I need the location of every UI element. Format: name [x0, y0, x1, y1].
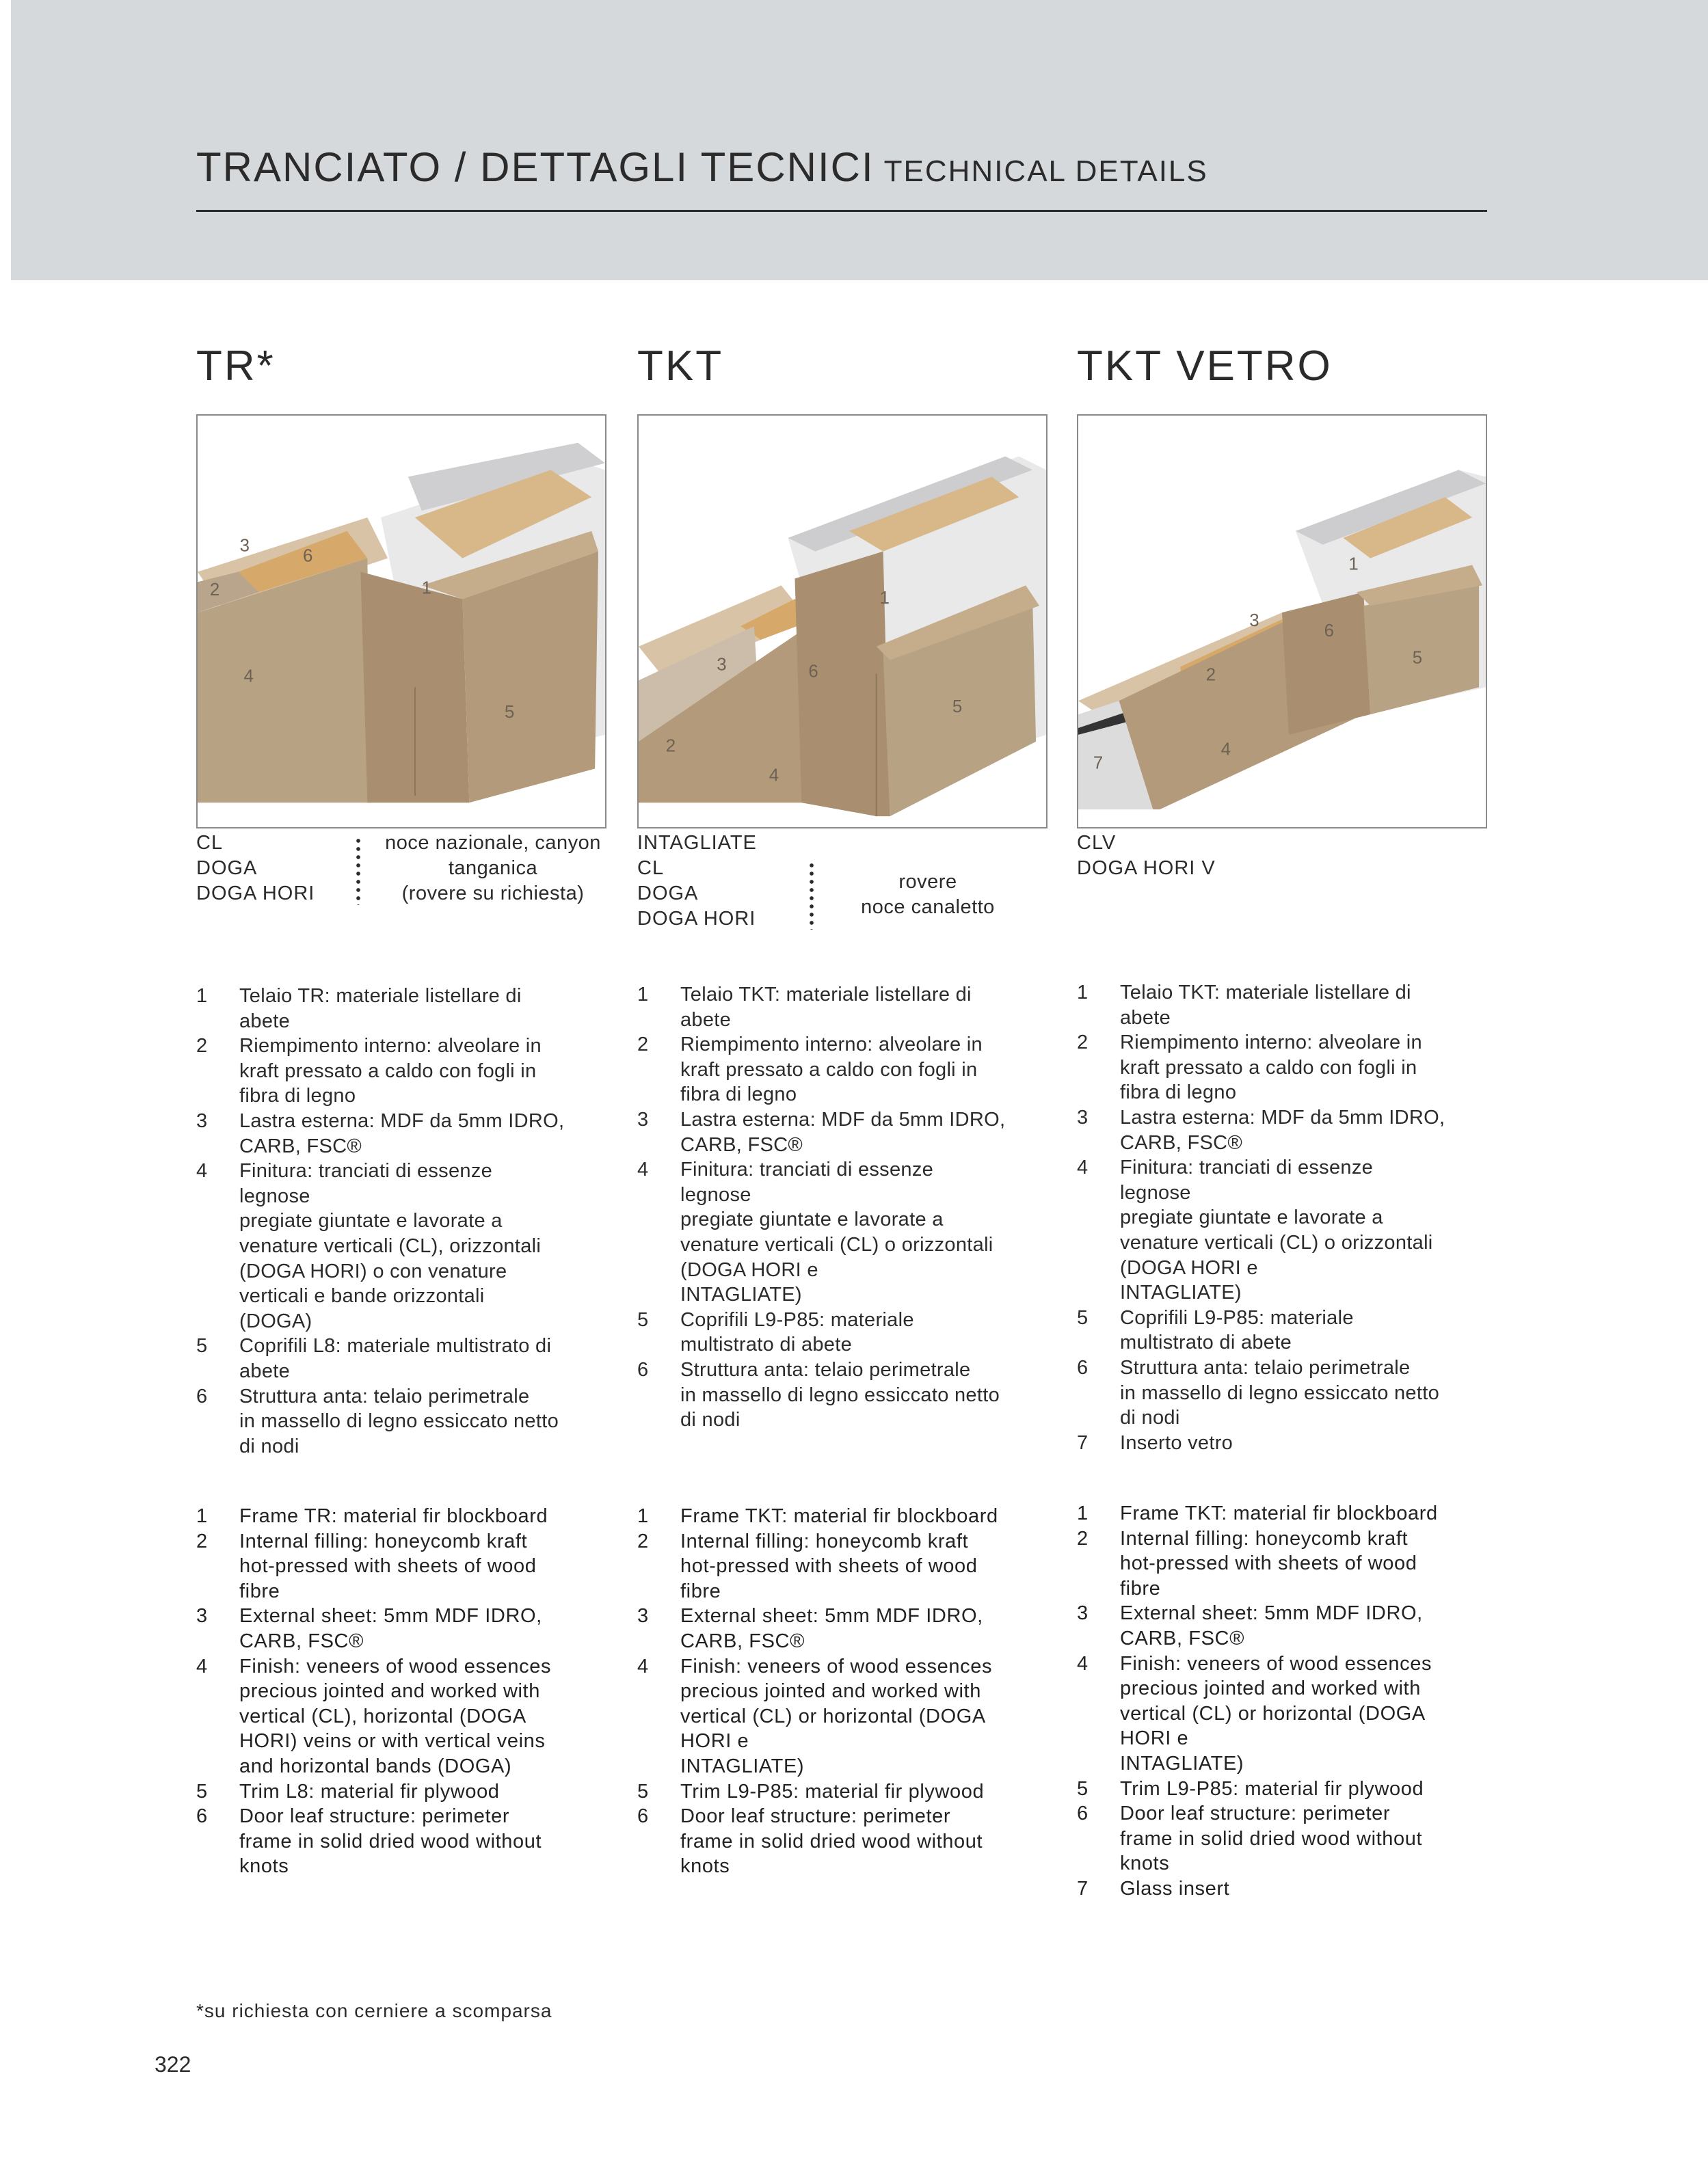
- spec-item: 6 Struttura anta: telaio perimetrale in massello di legno essiccato netto di nodi: [637, 1358, 1000, 1431]
- spec-item: 4 Finitura: tranciati di essenze legnose pregiate giuntate e lavorate a venature verticali (CL) o orizzontali (DOGA HORI e INTAGLIATE): [1077, 1157, 1433, 1304]
- variant-item: INTAGLIATE: [637, 832, 757, 854]
- footnote: *su richiesta con cerniere a scomparsa: [196, 2000, 552, 2021]
- wood-type-item: (rovere su richiesta): [401, 882, 585, 904]
- spec-item: 3 Lastra esterna: MDF da 5mm IDRO, CARB, FSC®: [637, 1108, 1006, 1156]
- wood-type-item: noce canaletto: [861, 896, 995, 918]
- dotted-separator: [356, 837, 360, 905]
- finish-variants: [1077, 831, 1216, 881]
- spec-item: 1 Telaio TKT: materiale listellare di abete: [637, 984, 972, 1031]
- spec-item: 2 Riempimento interno: alveolare in kraft pressato a caldo con fogli in fibra di legno: [1077, 1032, 1422, 1104]
- spec-item: 6 Struttura anta: telaio perimetrale in massello di legno essiccato netto di nodi: [196, 1385, 559, 1457]
- title-divider: [196, 210, 1487, 212]
- spec-item: 3 External sheet: 5mm MDF IDRO, CARB, FSC®: [637, 1605, 983, 1652]
- spec-item: 1 Telaio TKT: materiale listellare di abete: [1077, 982, 1411, 1029]
- spec-item: 3 External sheet: 5mm MDF IDRO, CARB, FSC®: [196, 1605, 542, 1652]
- figure-label: 3: [239, 536, 250, 556]
- spec-item: 2 Internal filling: honeycomb kraft hot-pressed with sheets of wood fibre: [637, 1530, 978, 1602]
- page-title: [196, 144, 1208, 191]
- spec-item: 5 Coprifili L9-P85: materiale multistrato di abete: [1077, 1306, 1354, 1354]
- variant-item: DOGA: [637, 882, 699, 904]
- spec-item: 4 Finish: veneers of wood essences precious jointed and worked with vertical (CL) or horizontal (DOGA HORI e INTAGLIATE): [637, 1655, 993, 1777]
- spec-item: 3 External sheet: 5mm MDF IDRO, CARB, FSC®: [1077, 1602, 1423, 1649]
- column-heading: TKT: [637, 342, 724, 390]
- spec-item: 3 Lastra esterna: MDF da 5mm IDRO, CARB, FSC®: [196, 1109, 565, 1157]
- figure-label: 2: [665, 736, 676, 756]
- figure-label: 4: [1220, 740, 1231, 759]
- spec-item: 4 Finish: veneers of wood essences precious jointed and worked with vertical (CL), horizontal (DOGA HORI) veins or with vertical veins and horizontal bands (DOGA): [196, 1655, 552, 1777]
- variant-item: DOGA: [196, 857, 258, 879]
- figure-label: 3: [717, 655, 727, 675]
- column-heading: TKT VETRO: [1077, 342, 1333, 390]
- section-illustration-tr: [196, 414, 606, 828]
- page-subtitle: TECHNICAL DETAILS: [883, 154, 1208, 188]
- figure-label: 4: [243, 666, 254, 686]
- wood-types: [832, 869, 1024, 920]
- spec-item: 6 Struttura anta: telaio perimetrale in massello di legno essiccato netto di nodi: [1077, 1356, 1439, 1429]
- spec-item: 5 Trim L8: material fir plywood: [196, 1780, 500, 1803]
- spec-item: 6 Door leaf structure: perimeter frame in solid dried wood without knots: [1077, 1803, 1423, 1875]
- spec-item: 6 Door leaf structure: perimeter frame in solid dried wood without knots: [196, 1805, 542, 1878]
- spec-item: 4 Finitura: tranciati di essenze legnose pregiate giuntate e lavorate a venature verticali (CL), orizzontali (DOGA HORI) o con venature verticali e bande orizzontali (DOGA): [196, 1160, 542, 1332]
- section-illustration-tkt-vetro: [1077, 414, 1487, 828]
- dotted-separator: [810, 861, 814, 930]
- figure-label: 5: [1412, 648, 1423, 668]
- door-frame-section-drawing: [639, 416, 1046, 827]
- spec-item: 2 Internal filling: honeycomb kraft hot-pressed with sheets of wood fibre: [1077, 1527, 1417, 1600]
- spec-item: 1 Telaio TR: materiale listellare di abete: [196, 985, 522, 1032]
- wood-type-item: tanganica: [448, 857, 538, 879]
- figure-label: 1: [421, 578, 432, 598]
- spec-list-english: [1077, 1501, 1487, 1902]
- spec-item: 3 Lastra esterna: MDF da 5mm IDRO, CARB, FSC®: [1077, 1106, 1445, 1154]
- wood-type-item: noce nazionale, canyon: [385, 832, 601, 854]
- spec-item: 7 Glass insert: [1077, 1877, 1230, 1900]
- section-illustration-tkt: [637, 414, 1048, 828]
- spec-list-italian: [637, 982, 1048, 1433]
- spec-item: 5 Trim L9-P85: material fir plywood: [637, 1780, 985, 1803]
- spec-item: 1 Frame TKT: material fir blockboard: [637, 1505, 998, 1527]
- variant-item: DOGA HORI: [196, 882, 315, 904]
- figure-label: 4: [769, 766, 779, 785]
- variant-item: CL: [196, 832, 224, 854]
- variant-item: DOGA HORI V: [1077, 857, 1216, 879]
- variant-item: DOGA HORI: [637, 908, 756, 930]
- spec-item: 6 Door leaf structure: perimeter frame in solid dried wood without knots: [637, 1805, 983, 1878]
- spec-item: 1 Frame TR: material fir blockboard: [196, 1505, 548, 1527]
- figure-label: 6: [1324, 621, 1334, 641]
- page-number: 322: [155, 2052, 191, 2077]
- door-frame-section-drawing: [198, 416, 605, 827]
- page-title-main: TRANCIATO / DETTAGLI TECNICI: [196, 144, 875, 190]
- figure-label: 5: [504, 703, 515, 723]
- figure-label: 1: [879, 589, 890, 608]
- finish-variants: [196, 831, 315, 906]
- spec-item: 2 Riempimento interno: alveolare in kraft pressato a caldo con fogli in fibra di legno: [637, 1034, 983, 1106]
- spec-item: 4 Finish: veneers of wood essences precious jointed and worked with vertical (CL) or horizontal (DOGA HORI e INTAGLIATE): [1077, 1652, 1432, 1775]
- wood-types: [373, 831, 613, 906]
- spec-item: 2 Riempimento interno: alveolare in kraft pressato a caldo con fogli in fibra di legno: [196, 1035, 542, 1107]
- figure-label: 3: [1249, 610, 1259, 630]
- wood-type-item: rovere: [898, 871, 957, 893]
- variant-item: CLV: [1077, 832, 1117, 854]
- spec-list-italian: [1077, 980, 1487, 1455]
- spec-list-english: [196, 1504, 606, 1879]
- header-band: [11, 0, 1708, 280]
- figure-label: 2: [209, 580, 220, 600]
- figure-label: 6: [302, 546, 313, 566]
- finish-variants: [637, 831, 757, 932]
- spec-item: 7 Inserto vetro: [1077, 1431, 1233, 1454]
- spec-item: 4 Finitura: tranciati di essenze legnose pregiate giuntate e lavorate a venature verticali (CL) o orizzontali (DOGA HORI e INTAGLIATE): [637, 1159, 993, 1306]
- figure-label: 7: [1093, 753, 1104, 773]
- spec-item: 5 Coprifili L9-P85: materiale multistrato di abete: [637, 1308, 914, 1356]
- spec-list-english: [637, 1504, 1048, 1879]
- column-heading: TR*: [196, 342, 276, 390]
- spec-item: 1 Frame TKT: material fir blockboard: [1077, 1502, 1438, 1524]
- figure-label: 5: [952, 697, 963, 717]
- spec-item: 5 Trim L9-P85: material fir plywood: [1077, 1777, 1424, 1800]
- figure-label: 6: [808, 662, 818, 682]
- spec-list-italian: [196, 984, 606, 1459]
- spec-item: 5 Coprifili L8: materiale multistrato di abete: [196, 1335, 552, 1382]
- figure-label: 1: [1348, 554, 1359, 574]
- spec-item: 2 Internal filling: honeycomb kraft hot-pressed with sheets of wood fibre: [196, 1530, 537, 1602]
- variant-item: CL: [637, 857, 665, 879]
- door-frame-section-drawing: [1078, 416, 1486, 827]
- figure-label: 2: [1205, 665, 1216, 685]
